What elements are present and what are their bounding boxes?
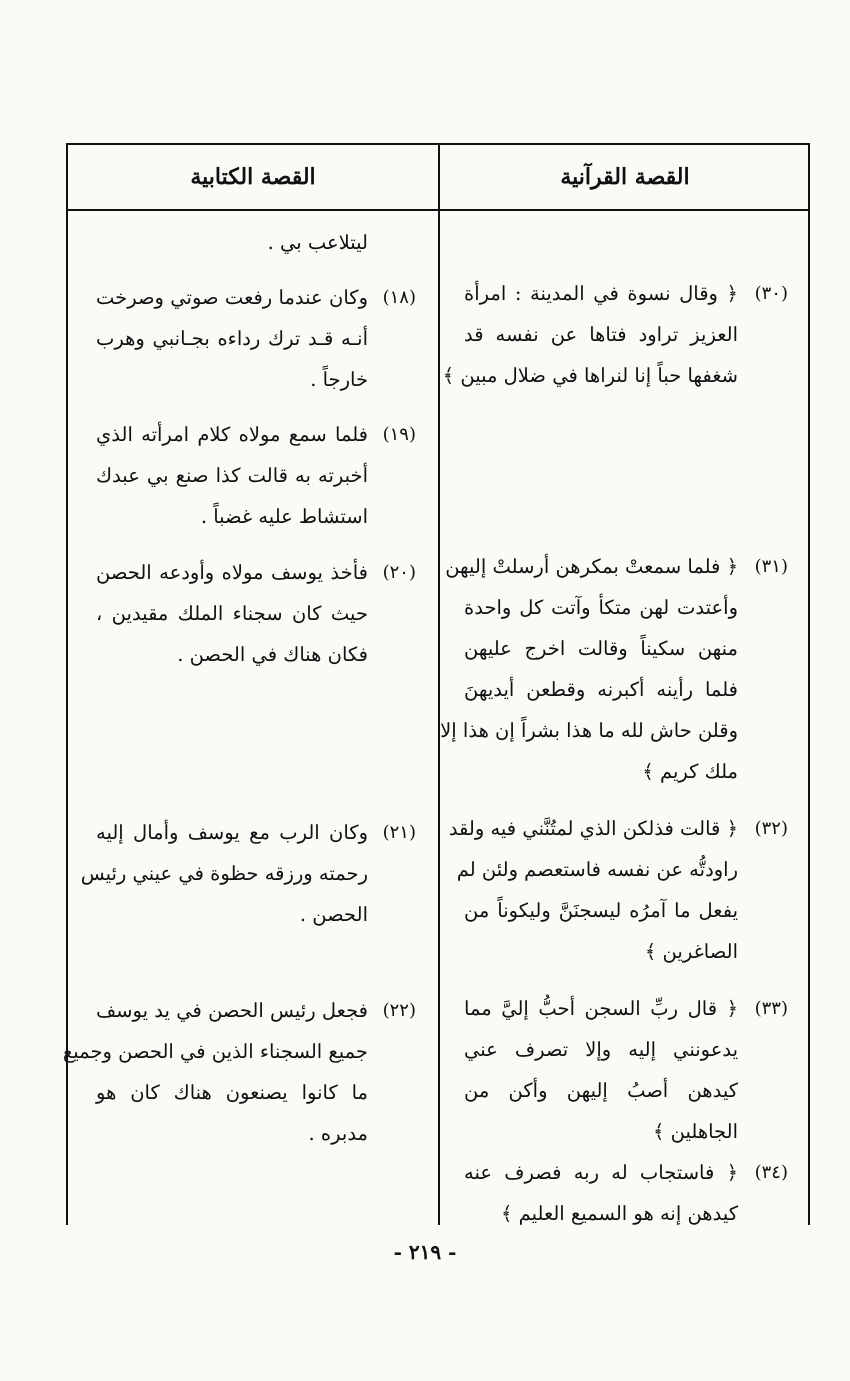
page-number: - ٢١٩ - <box>393 1240 457 1264</box>
header-quranic-story: القصة القرآنية <box>560 164 690 190</box>
header-biblical-story: القصة الكتابية <box>190 164 316 190</box>
left-continuation: ليتلاعب بي . <box>267 231 368 254</box>
table-header <box>68 145 808 211</box>
column-divider <box>438 145 440 1225</box>
